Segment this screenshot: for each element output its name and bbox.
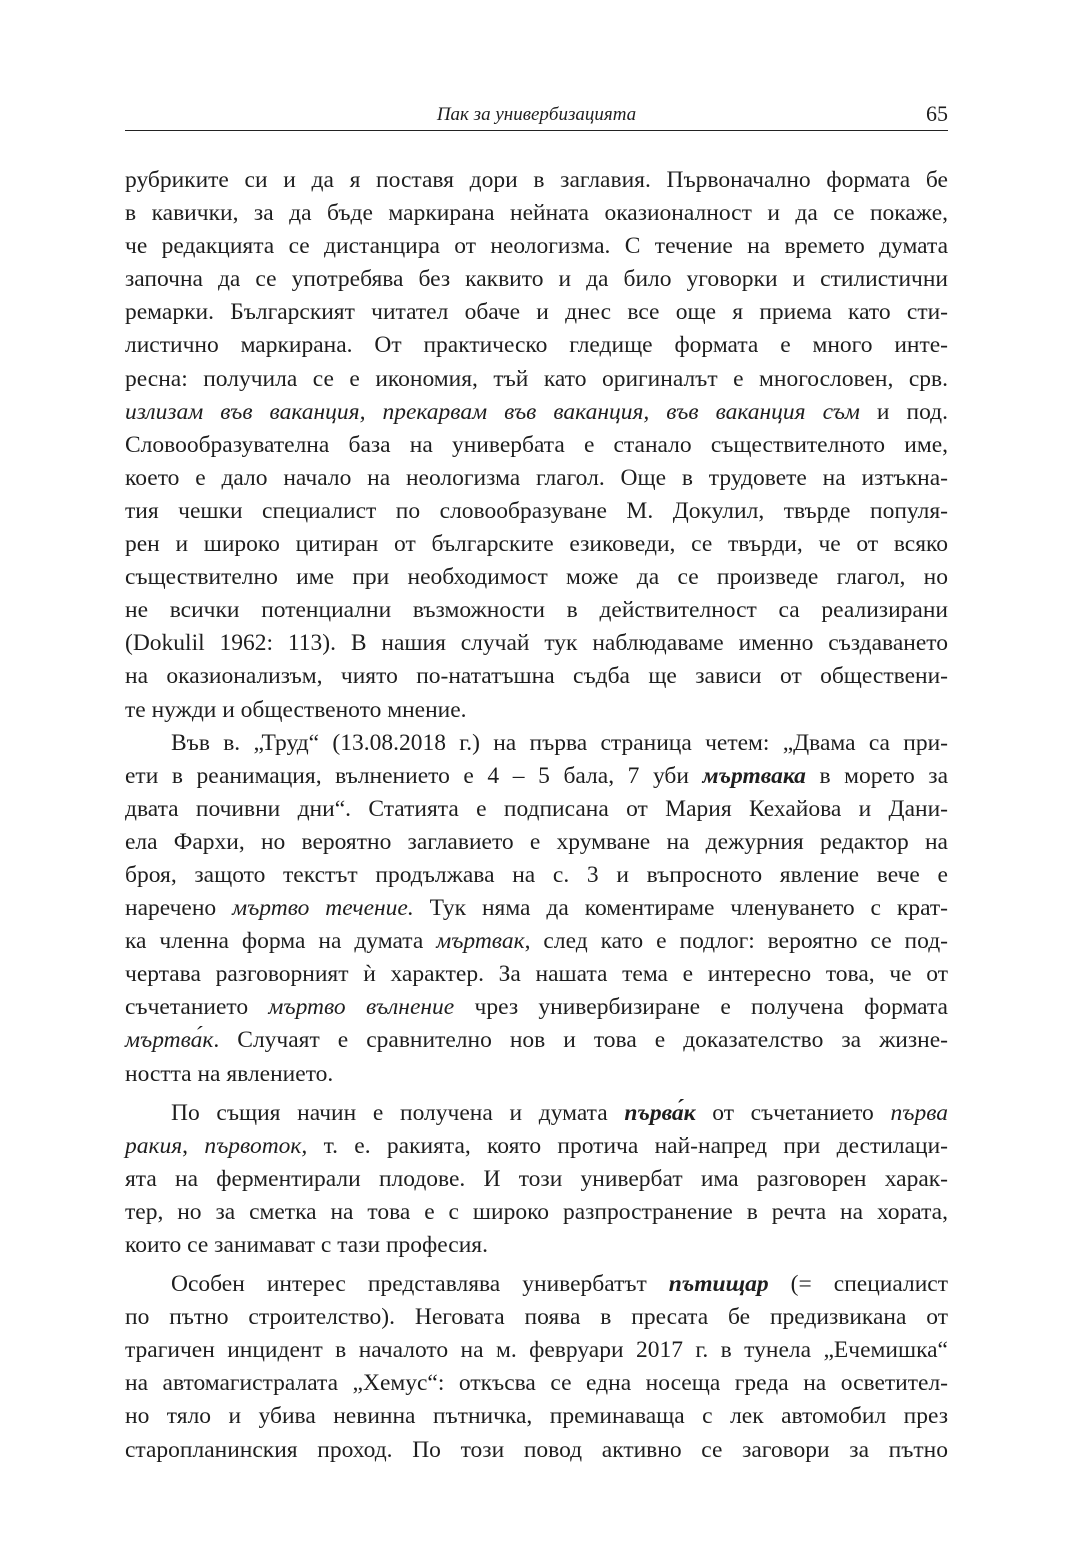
text-line (125, 528, 948, 561)
text-span: съществително име при необходимост може да се произведе глагол, но (125, 564, 948, 591)
running-header (125, 98, 948, 131)
text-line (125, 826, 948, 859)
text-span: , (182, 1132, 205, 1159)
text-span: Тук няма да коментираме членуването с крат- (413, 895, 948, 922)
text-span: които се занимават с тази професия. (125, 1232, 488, 1258)
emphasis-term: излизам във ваканция, прекарвам във ваканция, във ваканция съм (125, 398, 860, 425)
text-line (125, 429, 948, 462)
text-span: двата почивни дни“. Статията е подписана от Мария Кехайова и Дани- (125, 795, 948, 822)
emphasis-term: първа (890, 1099, 948, 1126)
text-line (125, 760, 948, 793)
text-span: наречено (125, 895, 233, 922)
text-span: че редакцията се дистанцира от неологизма. С течение на времето думата (125, 233, 948, 260)
text-span: старопланинския проход. По този повод активно се заговори за пътно (125, 1436, 948, 1463)
text-line (125, 1301, 948, 1334)
emphasis-term: пътищар (668, 1271, 769, 1298)
text-span: ети в реанимация, вълнението е 4 – 5 бала, 7 уби (125, 762, 703, 789)
text-line (125, 1334, 948, 1367)
text-span: в кавички, за да бъде маркирана нейната оказионалност и да се покаже, (125, 200, 948, 227)
text-span: по пътно строителство). Неговата поява в пресата бе предизвикана от (125, 1304, 948, 1331)
text-span: те нужди и общественото мнение. (125, 696, 467, 723)
emphasis-term: мъртво вълнение (268, 994, 455, 1021)
text-line (125, 1163, 948, 1196)
text-span: ността на явлението. (125, 1060, 334, 1087)
text-span: на автомагистралата „Хемус“: откъсва се една носеща греда на осветител- (125, 1370, 948, 1397)
text-line (125, 263, 948, 296)
text-line (125, 296, 948, 329)
text-span: но тяло и убива невинна пътничка, преминаваща с лек автомобил през (125, 1403, 948, 1430)
body-text (125, 164, 948, 1467)
text-span: чертава разговорният ѝ характер. За нашата тема е интересно това, че от (125, 961, 948, 988)
text-span: тер, но за сметка на това е с широко разпространение в речта на хората, (125, 1198, 948, 1225)
text-line (125, 1367, 948, 1400)
text-span: на оказионализъм, чиято по-нататъшна съдба ще зависи от обществени- (125, 663, 948, 690)
emphasis-term: ракия (125, 1132, 183, 1159)
text-line (125, 694, 948, 727)
text-line (125, 1097, 948, 1130)
text-line (125, 1058, 948, 1091)
text-line (125, 594, 948, 627)
text-span: По същия начин е получена и думата (171, 1099, 625, 1126)
text-line (125, 660, 948, 693)
text-line (125, 1268, 948, 1301)
text-line (125, 859, 948, 892)
text-span: в морето за (805, 762, 948, 789)
emphasis-term: мъртвака (702, 762, 806, 789)
text-span: ела Фархи, но вероятно заглавието е хрумване на дежурния редактор на (125, 828, 948, 855)
text-line (125, 396, 948, 429)
emphasis-term: мъртва́к (125, 1027, 214, 1054)
text-line (125, 495, 948, 528)
text-span: . Случаят е сравнително нов и това е доказателство за жизне- (213, 1027, 948, 1054)
text-line (125, 892, 948, 925)
page-number: 65 (926, 101, 948, 126)
text-line (125, 1024, 948, 1057)
text-span: което е дало начало на неологизма глагол. Още в трудовете на изтъкна- (125, 464, 948, 491)
text-span: рен и широко цитиран от българските езиковеди, се твърди, че от всяко (125, 531, 948, 558)
text-line (125, 627, 948, 660)
text-line (125, 230, 948, 263)
text-span: Словообразувателна база на универбата е станало съществителното име, (125, 431, 948, 458)
text-span: ремарки. Българският читател обаче и днес все още я приема като сти- (125, 299, 948, 326)
text-line (125, 727, 948, 760)
emphasis-term: мъртво течение. (232, 895, 414, 922)
text-span: и под. (859, 398, 948, 425)
text-span: съчетанието (125, 994, 269, 1021)
text-span: чрез универбизиране е получена формата (454, 994, 948, 1021)
emphasis-term: първоток, (204, 1132, 308, 1159)
text-span: (= специалист (768, 1271, 948, 1298)
text-line (125, 958, 948, 991)
text-line (125, 1434, 948, 1467)
text-line (125, 329, 948, 362)
text-line (125, 1196, 948, 1229)
text-span: Особен интерес представлява универбатът (171, 1271, 669, 1298)
text-span: от съчетанието (695, 1099, 891, 1126)
text-line (125, 1229, 948, 1262)
running-title: Пак за универбизацията (436, 104, 637, 125)
text-span: , след като е подлог: вероятно се под- (524, 928, 948, 955)
text-line (125, 561, 948, 594)
text-line (125, 197, 948, 230)
text-span: започна да се употребява без каквито и да било уговорки и стилистични (125, 266, 948, 293)
emphasis-term: мъртвак (436, 928, 525, 955)
text-line (125, 1400, 948, 1433)
text-span: Във в. „Труд“ (13.08.2018 г.) на първа страница четем: „Двама са при- (171, 729, 948, 756)
text-span: не всички потенциални възможности в действителност са реализирани (125, 597, 948, 624)
text-line (125, 462, 948, 495)
text-span: листично маркирана. От практическо гледище формата е много инте- (125, 332, 948, 359)
text-line (125, 363, 948, 396)
text-span: т. е. ракията, която протича най-напред при дестилаци- (307, 1132, 948, 1159)
text-line (125, 925, 948, 958)
text-span: рубриките си и да я поставя дори в заглавия. Първоначално формата бе (125, 167, 948, 193)
text-span: ята на ферментирали плодове. И този универбат има разговорен харак- (125, 1165, 948, 1192)
text-line (125, 1130, 948, 1163)
text-line (125, 164, 948, 197)
text-span: ка членна форма на думата (125, 928, 437, 955)
text-span: ресна: получила се е икономия, тъй като оригиналът е многословен, срв. (125, 365, 948, 392)
text-span: (Dokulil 1962: 113). В нашия случай тук наблюдаваме именно създаването (125, 630, 948, 657)
text-span: броя, защото текстът продължава на с. 3 и въпросното явление вече е (125, 861, 948, 888)
text-line (125, 793, 948, 826)
text-span: тия чешки специалист по словообразуване М. Докулил, твърде популя- (125, 497, 948, 524)
emphasis-term: първа́к (624, 1099, 696, 1126)
text-span: трагичен инцидент в началото на м. февруари 2017 г. в тунела „Ечемишка“ (125, 1337, 948, 1364)
text-line (125, 991, 948, 1024)
